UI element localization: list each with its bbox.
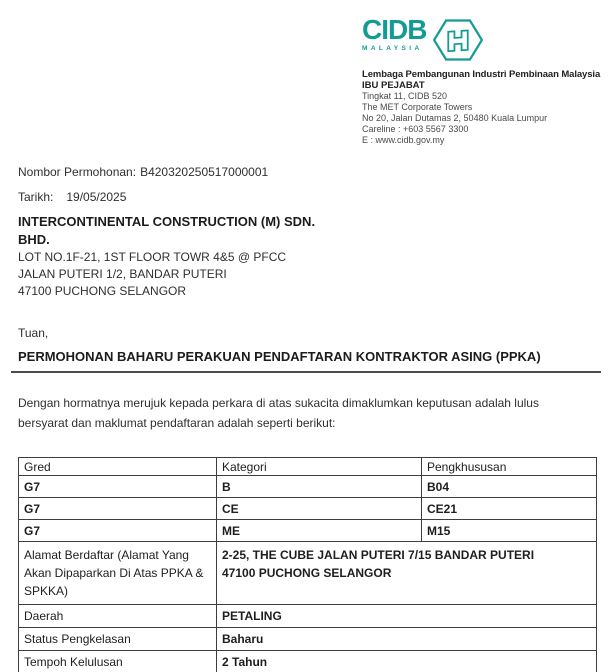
logo-brand-subtext: MALAYSIA: [362, 45, 423, 52]
recipient-name-line2: BHD.: [18, 232, 50, 247]
table-row: [19, 498, 597, 520]
recipient-address-line: 47100 PUCHONG SELANGOR: [18, 284, 187, 298]
hq-address-line: No 20, Jalan Dutamas 2, 50480 Kuala Lumpur: [362, 113, 548, 123]
salutation: Tuan,: [18, 326, 49, 340]
gred-cell: G7: [19, 498, 217, 520]
cidb-wordmark: [362, 16, 426, 52]
cidb-logo: [362, 16, 608, 63]
header-pengkhususan: Pengkhususan: [422, 458, 597, 476]
registration-table: [18, 457, 597, 672]
status-pengkelasan-label: Status Pengkelasan: [19, 628, 217, 651]
org-name: Lembaga Pembangunan Industri Pembinaan Malaysia: [362, 69, 601, 80]
recipient-address-line: LOT NO.1F-21, 1ST FLOOR TOWR 4&5 @ PFCC: [18, 250, 287, 264]
date-value: 19/05/2025: [66, 190, 127, 204]
gred-cell: G7: [19, 476, 217, 498]
tempoh-kelulusan-value: 2 Tahun: [217, 651, 597, 672]
hq-email: E : www.cidb.gov.my: [362, 135, 445, 145]
gred-cell: G7: [19, 520, 217, 542]
header-gred: Gred: [19, 458, 217, 476]
tempoh-kelulusan-label: Tempoh Kelulusan: [19, 651, 217, 672]
date-line: [18, 190, 596, 204]
table-row: [19, 542, 597, 605]
kategori-cell: ME: [217, 520, 422, 542]
daerah-label: Daerah: [19, 605, 217, 628]
cidb-hexagon-icon: [431, 17, 485, 63]
table-header-row: [19, 458, 597, 476]
table-row: [19, 605, 597, 628]
header-kategori: Kategori: [217, 458, 422, 476]
table-row: [19, 476, 597, 498]
pengkhususan-cell: CE21: [422, 498, 597, 520]
body-paragraph-line1: Dengan hormatnya merujuk kepada perkara di atas sukacita dimaklumkan keputusan adalah lulus: [18, 396, 539, 410]
office-name: IBU PEJABAT: [362, 80, 425, 91]
hq-address-line: Tingkat 11, CIDB 520: [362, 91, 448, 101]
divider-rule: [11, 371, 601, 373]
registered-address-value-line1: 2-25, THE CUBE JALAN PUTERI 7/15 BANDAR PUTERI: [222, 548, 535, 562]
body-paragraph-line2: bersyarat dan maklumat pendaftaran adalah seperti berikut:: [18, 416, 336, 430]
body-paragraph: [18, 393, 596, 433]
table-row: [19, 520, 597, 542]
recipient-address-line: JALAN PUTERI 1/2, BANDAR PUTERI: [18, 267, 227, 281]
kategori-cell: CE: [217, 498, 422, 520]
pengkhususan-cell: M15: [422, 520, 597, 542]
registered-address-label: Alamat Berdaftar (Alamat Yang Akan Dipaparkan Di Atas PPKA & SPKKA): [19, 542, 217, 605]
status-pengkelasan-value: Baharu: [217, 628, 597, 651]
daerah-value: PETALING: [217, 605, 597, 628]
application-number-line: [18, 165, 596, 179]
application-number-value: B420320250517000001: [140, 165, 269, 179]
hq-careline: Careline : +603 5567 3300: [362, 124, 469, 134]
kategori-cell: B: [217, 476, 422, 498]
recipient-name-line1: INTERCONTINENTAL CONSTRUCTION (M) SDN.: [18, 214, 316, 229]
recipient-name: [18, 213, 596, 249]
pengkhususan-cell: B04: [422, 476, 597, 498]
registered-address-value-line2: 47100 PUCHONG SELANGOR: [222, 566, 392, 580]
registered-address-value: [217, 542, 597, 605]
subject-line: PERMOHONAN BAHARU PERAKUAN PENDAFTARAN KONTRAKTOR ASING (PPKA): [18, 349, 541, 364]
table-row: [19, 628, 597, 651]
date-label: Tarikh:: [18, 190, 54, 204]
hq-address-block: [362, 91, 608, 146]
logo-brand-text: CIDB: [362, 14, 427, 45]
letter-body: [18, 165, 596, 672]
recipient-address: [18, 249, 596, 300]
application-number-label: Nombor Permohonan:: [18, 165, 137, 179]
hq-address-line: The MET Corporate Towers: [362, 102, 473, 112]
table-row: [19, 651, 597, 672]
letterhead: [362, 16, 608, 146]
